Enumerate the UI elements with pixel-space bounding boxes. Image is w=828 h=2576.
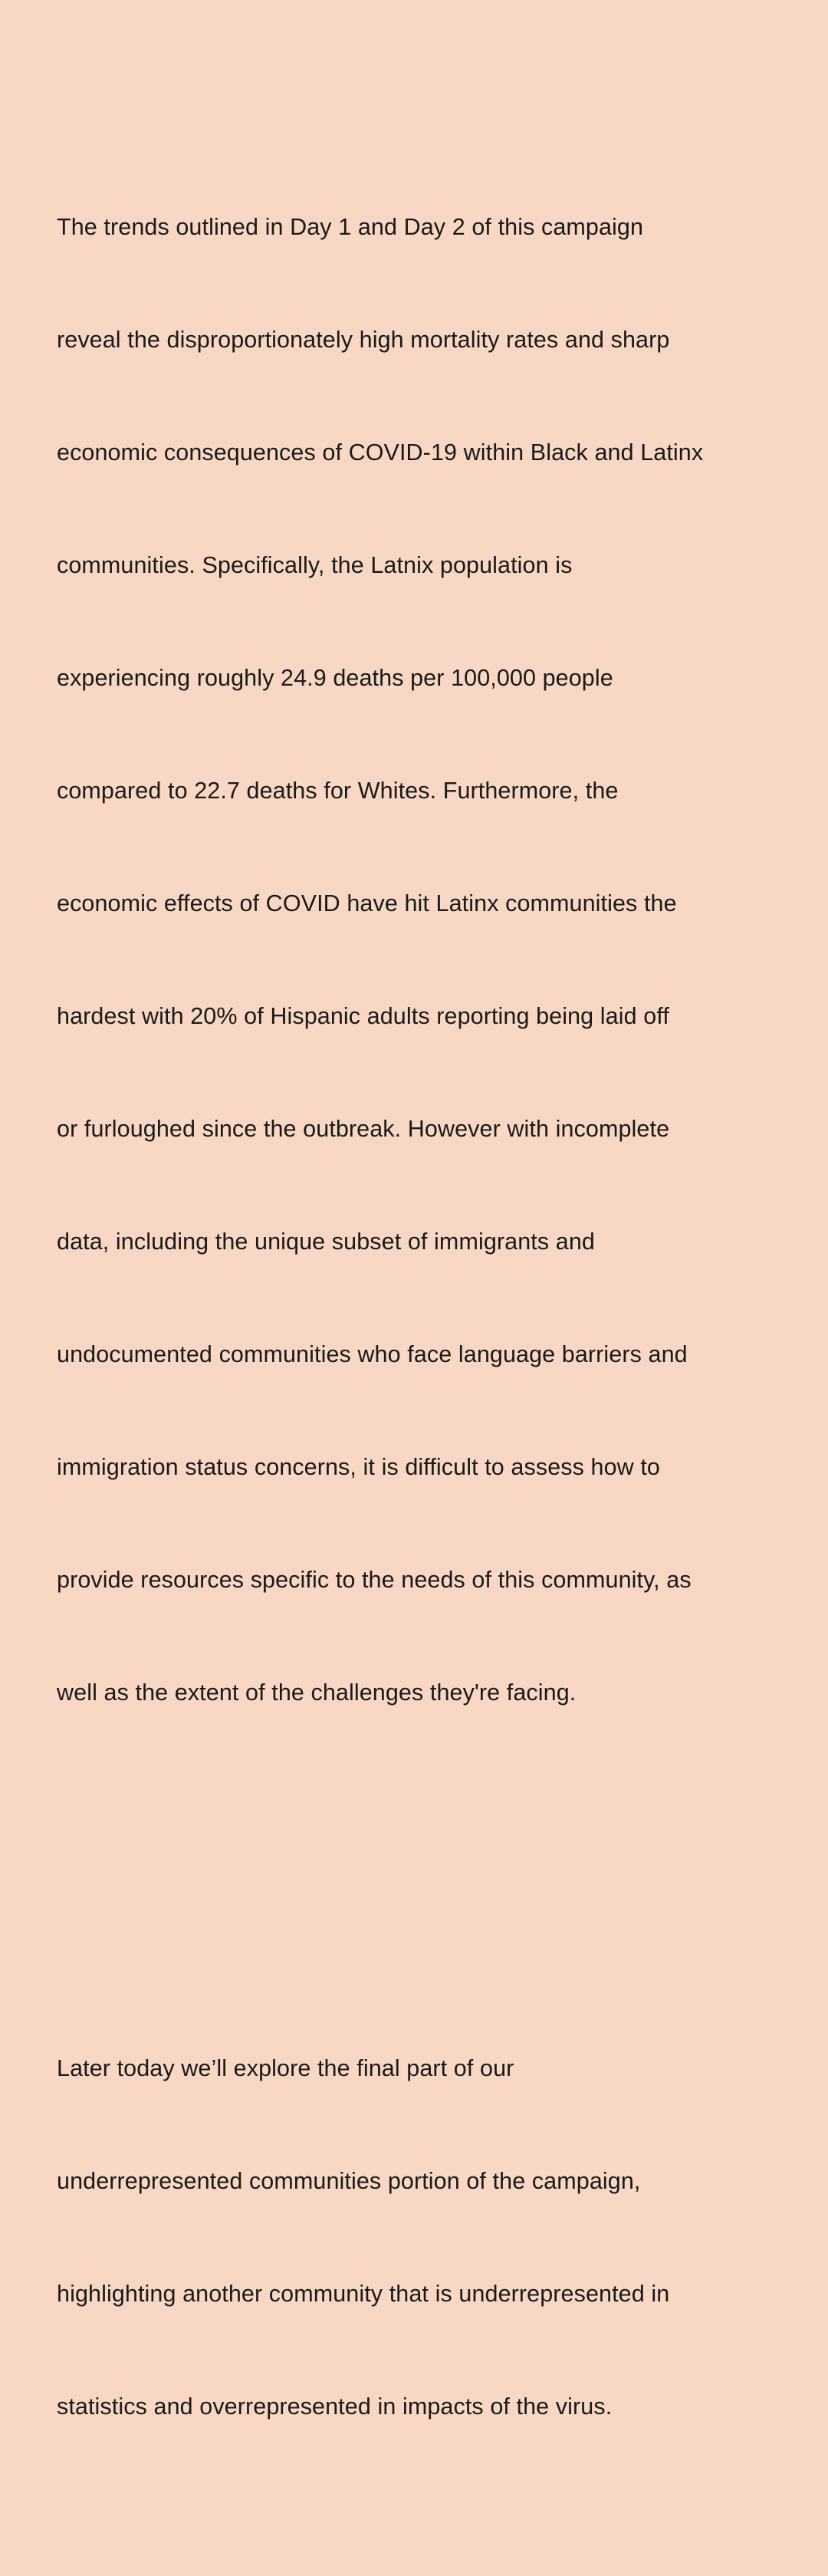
text-line: economic effects of COVID have hit Latinx communities the	[57, 890, 677, 916]
text-line: underrepresented communities portion of the campaign,	[57, 2168, 641, 2194]
body-text	[57, 58, 793, 2576]
text-line: hardest with 20% of Hispanic adults reporting being laid off	[57, 1003, 669, 1029]
text-line: compared to 22.7 deaths for Whites. Furthermore, the	[57, 778, 619, 804]
text-line: statistics and overrepresented in impacts of the virus.	[57, 2393, 613, 2420]
text-line: highlighting another community that is underrepresented in	[57, 2281, 670, 2307]
text-line: undocumented communities who face language barriers and	[57, 1341, 688, 1367]
text-line: communities. Specifically, the Latnix population is	[57, 552, 573, 578]
paragraph-1	[57, 133, 793, 1787]
text-line: reveal the disproportionately high mortality rates and sharp	[57, 327, 670, 353]
text-line: data, including the unique subset of immigrants and	[57, 1229, 595, 1255]
text-line: economic consequences of COVID-19 within Black and Latinx	[57, 439, 704, 466]
text-line: well as the extent of the challenges they're facing.	[57, 1679, 577, 1706]
text-line: provide resources specific to the needs of this community, as	[57, 1567, 692, 1593]
text-line: or furloughed since the outbreak. However with incomplete	[57, 1116, 670, 1142]
paragraph-spacer	[57, 1862, 793, 1900]
paragraph-2	[57, 1975, 793, 2501]
text-line: The trends outlined in Day 1 and Day 2 of this campaign	[57, 214, 644, 240]
text-line: immigration status concerns, it is difficult to assess how to	[57, 1454, 660, 1480]
text-line: Later today we’ll explore the final part of our	[57, 2055, 514, 2081]
text-line: experiencing roughly 24.9 deaths per 100,000 people	[57, 665, 613, 691]
